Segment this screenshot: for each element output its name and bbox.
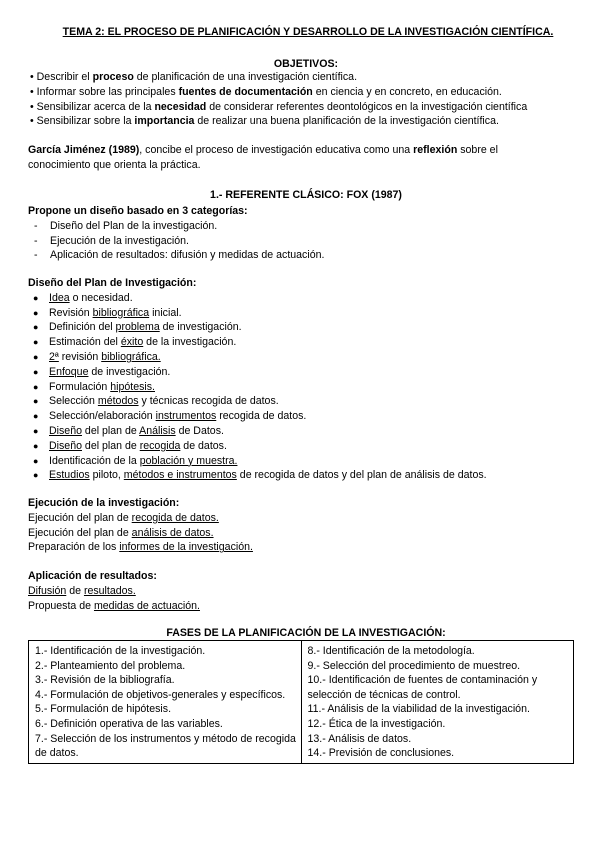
text: de recogida de datos y del plan de análisis de datos.	[236, 469, 487, 482]
diseno-list	[28, 291, 584, 483]
bullet-icon: ●	[33, 455, 39, 466]
text: Formulación	[49, 380, 111, 393]
underlined-text: análisis de datos.	[131, 526, 214, 539]
category-item: - Ejecución de la investigación.	[34, 234, 189, 247]
underlined-text: resultados.	[83, 584, 136, 597]
underlined-text: recogida de datos.	[131, 511, 219, 524]
fase-item: 14.- Previsión de conclusiones.	[307, 747, 455, 760]
text: de	[66, 584, 84, 597]
fase-item: 2.- Planteamiento del problema.	[35, 659, 186, 672]
aplicacion-lines	[28, 584, 584, 614]
text: Ejecución del plan de	[28, 511, 132, 524]
diseno-item	[28, 468, 584, 483]
text: de la investigación.	[143, 336, 237, 349]
ejecucion-section	[28, 496, 584, 555]
objetivo-item: • Sensibilizar sobre la importancia de realizar una buena planificación de la investigación científica.	[30, 115, 499, 128]
text: Definición del	[49, 321, 116, 334]
referente-section	[28, 204, 584, 263]
underlined-text: población y muestra.	[139, 454, 238, 467]
bullet-icon: ●	[33, 411, 39, 422]
bullet-icon: ●	[33, 425, 39, 436]
objetivo-item: • Sensibilizar acerca de la necesidad de considerar referentes deontológicos en la investigación científica	[30, 100, 528, 113]
fase-item: 12.- Ética de la investigación.	[307, 717, 446, 730]
bullet-icon: ●	[33, 381, 39, 392]
diseno-item	[28, 439, 584, 454]
ejecucion-lines	[28, 511, 584, 555]
aplicacion-section	[28, 569, 584, 613]
fases-right-column	[301, 641, 574, 764]
underlined-text: informes de la investigación.	[119, 541, 253, 554]
ejecucion-line	[28, 540, 584, 555]
underlined-text: bibliográfica	[92, 306, 150, 319]
diseno-item	[28, 394, 584, 409]
underlined-text: Idea	[49, 291, 70, 304]
bullet-icon: ●	[33, 292, 39, 303]
diseno-heading: Diseño del Plan de Investigación:	[28, 277, 197, 289]
text: Ejecución del plan de	[28, 526, 132, 539]
intro-author: García Jiménez (1989)	[28, 144, 140, 156]
fase-item: 7.- Selección de los instrumentos y método de recogida de datos.	[35, 732, 296, 760]
aplicacion-heading: Aplicación de resultados:	[28, 570, 157, 582]
text: Preparación de los	[28, 541, 120, 554]
diseno-item	[28, 409, 584, 424]
text: Propuesta de	[28, 599, 94, 612]
text: de investigación.	[159, 321, 242, 334]
referente-heading: 1.- REFERENTE CLÁSICO: FOX (1987)	[210, 189, 402, 201]
fase-item: 3.- Revisión de la bibliografía.	[35, 674, 175, 687]
text: Selección	[49, 395, 98, 408]
category-item: - Diseño del Plan de la investigación.	[34, 219, 218, 232]
text: Identificación de la	[49, 454, 140, 467]
fase-item: 5.- Formulación de hipótesis.	[35, 703, 172, 716]
fase-item: 1.- Identificación de la investigación.	[35, 645, 206, 657]
fases-heading: FASES DE LA PLANIFICACIÓN DE LA INVESTIGACIÓN:	[166, 627, 446, 639]
fase-item: 13.- Análisis de datos.	[307, 732, 412, 745]
table-row	[29, 641, 574, 764]
categories-list	[28, 219, 584, 263]
underlined-text: recogida	[139, 439, 181, 452]
fase-item: 11.- Análisis de la viabilidad de la investigación.	[307, 703, 530, 716]
text: del plan de	[81, 424, 140, 437]
diseno-item	[28, 335, 584, 350]
text: revisión	[58, 350, 102, 363]
objetivos-heading: OBJETIVOS:	[273, 58, 339, 70]
aplicacion-line	[28, 599, 584, 614]
fase-item: 4.- Formulación de objetivos-generales y específicos.	[35, 688, 286, 701]
diseno-item	[28, 365, 584, 380]
diseno-item	[28, 291, 584, 306]
bullet-icon: ●	[33, 322, 39, 333]
fase-item: 6.- Definición operativa de las variables.	[35, 717, 223, 730]
diseno-item	[28, 350, 584, 365]
bullet-icon: ●	[33, 366, 39, 377]
diseno-item	[28, 306, 584, 321]
underlined-text: medidas de actuación.	[93, 599, 200, 612]
diseno-item	[28, 424, 584, 439]
underlined-text: Diseño	[49, 424, 82, 437]
diseno-section	[28, 276, 584, 483]
text: Revisión	[49, 306, 93, 319]
diseno-item	[28, 454, 584, 469]
fases-table	[28, 640, 574, 764]
underlined-text: problema	[115, 321, 160, 334]
text: y técnicas recogida de datos.	[138, 395, 279, 408]
document-title: TEMA 2: EL PROCESO DE PLANIFICACIÓN Y DESARROLLO DE LA INVESTIGACIÓN CIENTÍFICA.	[62, 26, 554, 38]
text: piloto,	[89, 469, 124, 482]
bullet-icon: ●	[33, 351, 39, 362]
bullet-icon: ●	[33, 337, 39, 348]
underlined-text: instrumentos	[155, 410, 217, 423]
text: inicial.	[149, 306, 182, 319]
underlined-text: bibliográfica.	[101, 350, 161, 363]
referente-subheading: Propone un diseño basado en 3 categorías:	[28, 205, 248, 217]
underlined-text: métodos e instrumentos	[123, 469, 237, 482]
underlined-text: Difusión	[28, 584, 67, 597]
fase-item: 9.- Selección del procedimiento de muestreo.	[307, 659, 521, 672]
fases-left-column	[29, 641, 302, 764]
text: de Datos.	[175, 424, 224, 437]
underlined-text: Estudios	[49, 469, 90, 482]
objetivo-item: • Describir el proceso de planificación de una investigación científica.	[30, 71, 358, 83]
underlined-text: métodos	[97, 395, 139, 408]
text: de investigación.	[88, 365, 171, 378]
text: recogida de datos.	[216, 410, 307, 423]
intro-paragraph: García Jiménez (1989), concibe el proceso de investigación educativa como una reflexión sobre el conocimiento que orienta la práctica.	[28, 144, 498, 171]
underlined-text: Análisis	[139, 424, 176, 437]
ejecucion-line	[28, 526, 584, 541]
objetivos-list	[30, 70, 586, 129]
diseno-item	[28, 320, 584, 335]
text: o necesidad.	[69, 291, 133, 304]
underlined-text: Enfoque	[49, 365, 89, 378]
ejecucion-heading: Ejecución de la investigación:	[28, 497, 180, 509]
fase-item: 10.- Identificación de fuentes de contaminación y selección de técnicas de control.	[307, 674, 538, 701]
underlined-text: éxito	[120, 336, 144, 349]
bullet-icon: ●	[33, 470, 39, 481]
fase-item: 8.- Identificación de la metodología.	[307, 645, 475, 657]
underlined-text: Diseño	[49, 439, 82, 452]
aplicacion-line	[28, 584, 584, 599]
text: Selección/elaboración	[49, 410, 156, 423]
bullet-icon: ●	[33, 440, 39, 451]
ejecucion-line	[28, 511, 584, 526]
text: de datos.	[180, 439, 227, 452]
bullet-icon: ●	[33, 307, 39, 318]
text: Estimación del	[49, 336, 121, 349]
bullet-icon: ●	[33, 396, 39, 407]
category-item: - Aplicación de resultados: difusión y medidas de actuación.	[34, 249, 325, 262]
text: del plan de	[81, 439, 140, 452]
diseno-item	[28, 380, 584, 395]
underlined-text: 2ª	[49, 350, 59, 363]
underlined-text: hipótesis.	[110, 380, 155, 393]
objetivo-item: • Informar sobre las principales fuentes de documentación en ciencia y en concreto, en educación.	[30, 85, 502, 98]
